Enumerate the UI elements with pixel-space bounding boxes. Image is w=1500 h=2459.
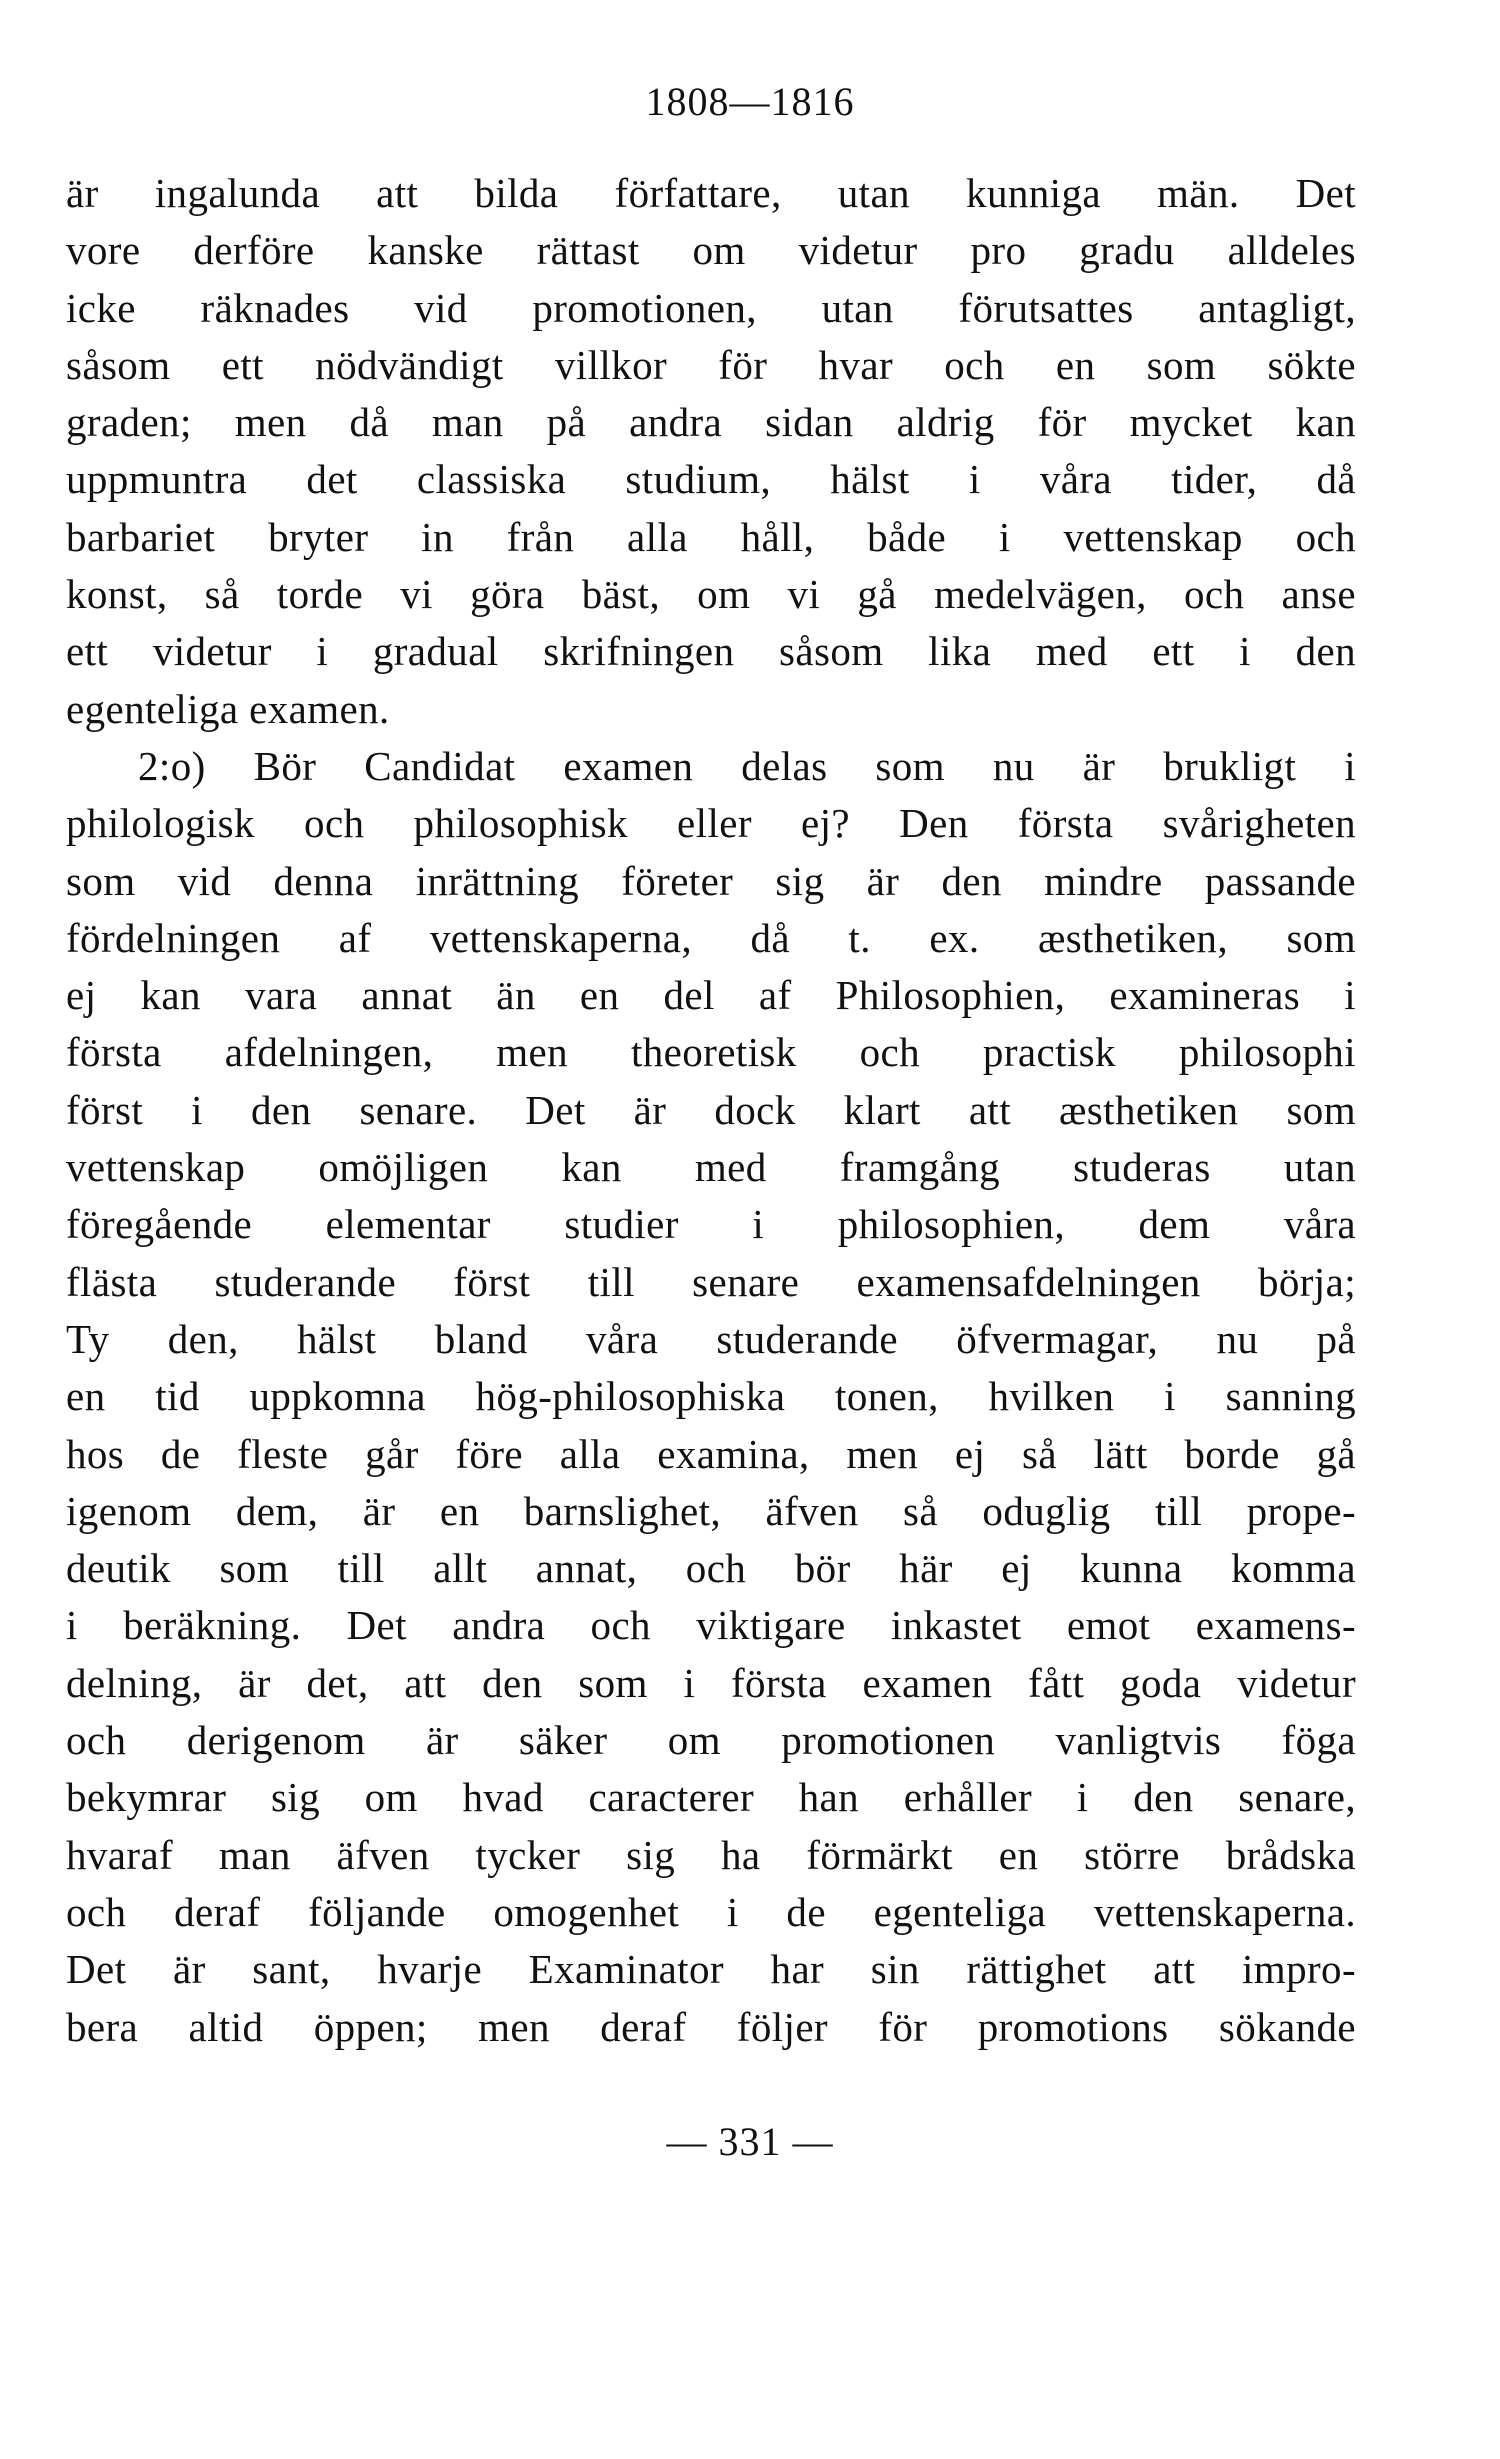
text-line: igenom dem, är en barnslighet, äfven så oduglig till prope-	[66, 1487, 1356, 1534]
text-line: deutik som till allt annat, och bör här ej kunna komma	[66, 1545, 1356, 1592]
text-line: en tid uppkomna hög-philosophiska tonen, hvilken i sanning	[66, 1373, 1356, 1420]
text-line: uppmuntra det classiska studium, hälst i våra tider, då	[66, 456, 1356, 503]
text-line: är ingalunda att bilda författare, utan kunniga män. Det	[66, 170, 1356, 216]
body-text	[66, 165, 1356, 2056]
text-line: och derigenom är säker om promotionen vanligtvis föga	[66, 1717, 1356, 1764]
text-line: vore derföre kanske rättast om videtur pro gradu alldeles	[66, 227, 1356, 274]
text-line: Det är sant, hvarje Examinator har sin rättighet att impro-	[66, 1946, 1356, 1993]
text-line: konst, så torde vi göra bäst, om vi gå medelvägen, och anse	[66, 571, 1356, 618]
text-line: första afdelningen, men theoretisk och practisk philosophi	[66, 1029, 1356, 1076]
text-line: vettenskap omöjligen kan med framgång studeras utan	[66, 1144, 1356, 1191]
text-line: delning, är det, att den som i första examen fått goda videtur	[66, 1659, 1356, 1706]
text-line: först i den senare. Det är dock klart att æsthetiken som	[66, 1086, 1356, 1133]
text-line: och deraf följande omogenhet i de egenteliga vettenskaperna.	[66, 1888, 1356, 1935]
text-line: fördelningen af vettenskaperna, då t. ex. æsthetiken, som	[66, 914, 1356, 961]
text-line: flästa studerande först till senare examensafdelningen börja;	[66, 1258, 1356, 1305]
text-line: Ty den, hälst bland våra studerande öfvermagar, nu på	[66, 1315, 1356, 1362]
text-line: föregående elementar studier i philosophien, dem våra	[66, 1201, 1356, 1248]
text-line: hos de fleste går före alla examina, men ej så lätt borde gå	[66, 1430, 1356, 1477]
text-line: i beräkning. Det andra och viktigare inkastet emot examens-	[66, 1602, 1356, 1649]
text-line: graden; men då man på andra sidan aldrig för mycket kan	[66, 399, 1356, 446]
text-line: icke räknades vid promotionen, utan förutsattes antagligt,	[66, 284, 1356, 331]
running-head: 1808—1816	[645, 79, 855, 124]
text-line: bera altid öppen; men deraf följer för promotions sökande	[66, 2003, 1356, 2050]
text-line: barbariet bryter in från alla håll, både i vettenskap och	[66, 513, 1356, 560]
text-line: philologisk och philosophisk eller ej? Den första svårigheten	[66, 800, 1356, 847]
text-line: ett videtur i gradual skrifningen såsom lika med ett i den	[66, 628, 1356, 675]
text-line: bekymrar sig om hvad caracterer han erhåller i den senare,	[66, 1774, 1356, 1821]
text-line: hvaraf man äfven tycker sig ha förmärkt en större brådska	[66, 1831, 1356, 1878]
paragraph-start-line: 2:o) Bör Candidat examen delas som nu är brukligt i	[138, 742, 1356, 789]
paragraph-end-line: egenteliga examen.	[66, 685, 390, 732]
text-line: såsom ett nödvändigt villkor för hvar och en som sökte	[66, 341, 1356, 388]
page-number: — 331 —	[666, 2119, 834, 2164]
text-line: som vid denna inrättning företer sig är den mindre passande	[66, 857, 1356, 904]
text-line: ej kan vara annat än en del af Philosophien, examineras i	[66, 972, 1356, 1019]
